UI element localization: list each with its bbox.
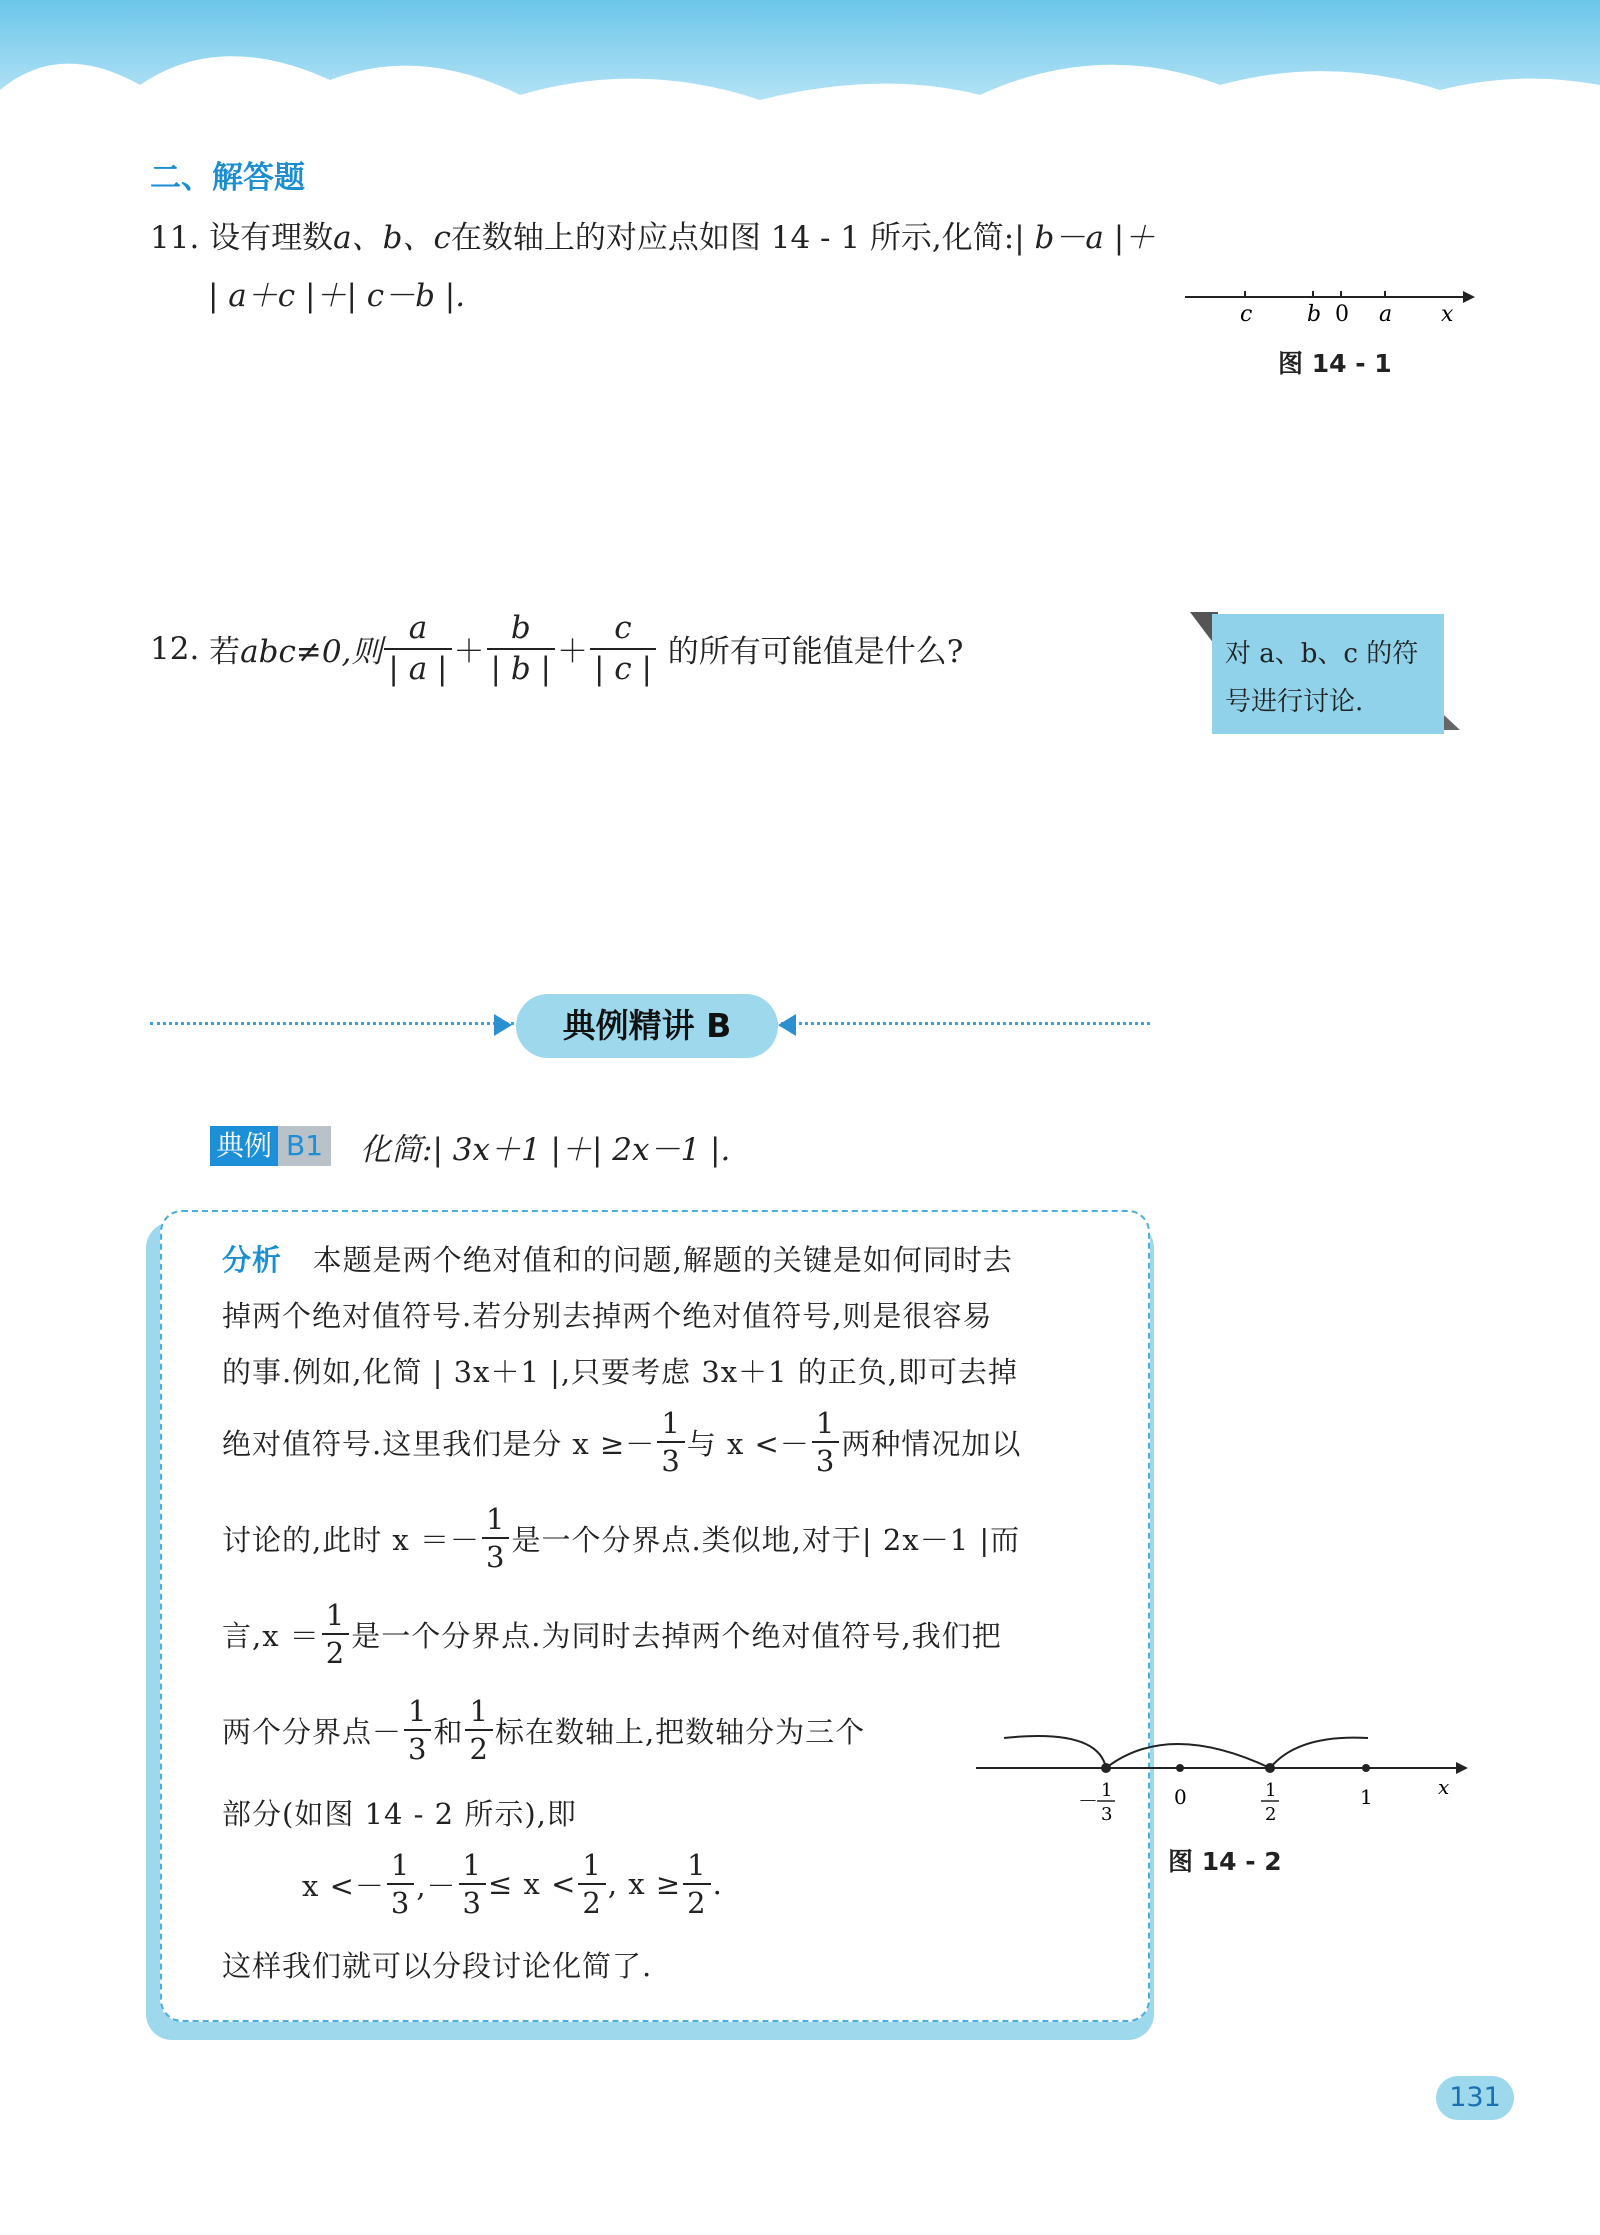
question-12: 12. 若 abc≠0,则 $\frac{a}{| a |}$ ＋ $\frac{b}{| b |}$ ＋ $\frac{c}{| c |}$ 的所有可能值是什么?	[150, 610, 964, 687]
section-title: 二、解答题	[150, 160, 305, 196]
fig1-label-a: a	[1379, 302, 1393, 327]
fig1-label-x: x	[1441, 302, 1454, 327]
analysis-line-8: 部分(如图 14 - 2 所示),即	[222, 1797, 577, 1831]
analysis-line-10: 这样我们就可以分段讨论化简了.	[222, 1949, 653, 1983]
hint-text: 对 a、b、c 的符 号进行讨论.	[1225, 639, 1419, 717]
analysis-line-1: 分析 本题是两个绝对值和的问题,解题的关键是如何同时去	[222, 1243, 1013, 1277]
fig2-zero: 0	[1174, 1785, 1187, 1809]
question-11-line-2: | a＋c |＋| c－b |.	[208, 278, 466, 314]
fig1-label-0: 0	[1335, 302, 1349, 327]
fraction-c: $\frac{c}{| c |}$	[590, 612, 656, 685]
question-number: 12.	[150, 630, 200, 667]
question-11-line-1: 11. 设有理数a、b、c在数轴上的对应点如图 14 - 1 所示,化简:| b－a |＋	[150, 220, 1156, 256]
arrow-left-icon	[778, 1014, 796, 1036]
example-problem: 化简:| 3x＋1 |＋| 2x－1 |.	[360, 1132, 731, 1168]
analysis-line-3: 的事.例如,化简 | 3x＋1 |,只要考虑 3x＋1 的正负,即可去掉	[222, 1355, 1019, 1389]
analysis-line-6: 言,x ＝ $\frac{1}{2}$ 是一个分界点.为同时去掉两个绝对值符号,我们把	[222, 1598, 1002, 1671]
fig2-half-num: 1	[1265, 1780, 1277, 1801]
question-number: 11.	[150, 220, 200, 256]
number-line-figure-2	[968, 1720, 1468, 1830]
example-tag: 典例 B1	[210, 1126, 331, 1166]
analysis-line-4: 绝对值符号.这里我们是分 x ≥－ $\frac{1}{3}$ 与 x <－ $\frac{1}{3}$ 两种情况加以	[222, 1406, 1022, 1479]
fig2-neg-sign: －	[1078, 1789, 1098, 1813]
fig2-neg-den: 3	[1101, 1804, 1113, 1825]
figure-1-caption: 图 14 - 1	[1278, 349, 1392, 378]
fig2-half-den: 2	[1265, 1804, 1277, 1825]
analysis-line-5: 讨论的,此时 x ＝－ $\frac{1}{3}$ 是一个分界点.类似地,对于| 2x－1 |而	[222, 1502, 1021, 1575]
analysis-inequalities: x <－ $\frac{1}{3}$ ,－ $\frac{1}{3}$ ≤ x < $\frac{1}{2}$ , x ≥ $\frac{1}{2}$ .	[302, 1848, 723, 1921]
page-number: 131	[1436, 2076, 1514, 2120]
arrow-right-icon	[494, 1014, 512, 1036]
fig1-label-b: b	[1307, 302, 1322, 327]
number-line-figure-1	[1185, 285, 1475, 345]
fig1-label-c: c	[1240, 302, 1253, 327]
analysis-line-2: 掉两个绝对值符号.若分别去掉两个绝对值符号,则是很容易	[222, 1299, 993, 1333]
example-banner: 典例精讲 B	[516, 994, 778, 1058]
analysis-line-7: 两个分界点－ $\frac{1}{3}$ 和 $\frac{1}{2}$ 标在数轴上,把数轴分为三个	[222, 1694, 866, 1767]
analysis-keyword: 分析	[222, 1243, 283, 1277]
fig2-one: 1	[1360, 1785, 1373, 1809]
fig2-neg-num: 1	[1101, 1780, 1113, 1801]
fig2-axis-x: x	[1438, 1775, 1450, 1799]
fraction-a: $\frac{a}{| a |}$	[384, 612, 451, 685]
sky-header-decoration	[0, 0, 1600, 150]
figure-2-caption: 图 14 - 2	[1168, 1847, 1282, 1876]
fraction-b: $\frac{b}{| b |}$	[487, 612, 555, 685]
